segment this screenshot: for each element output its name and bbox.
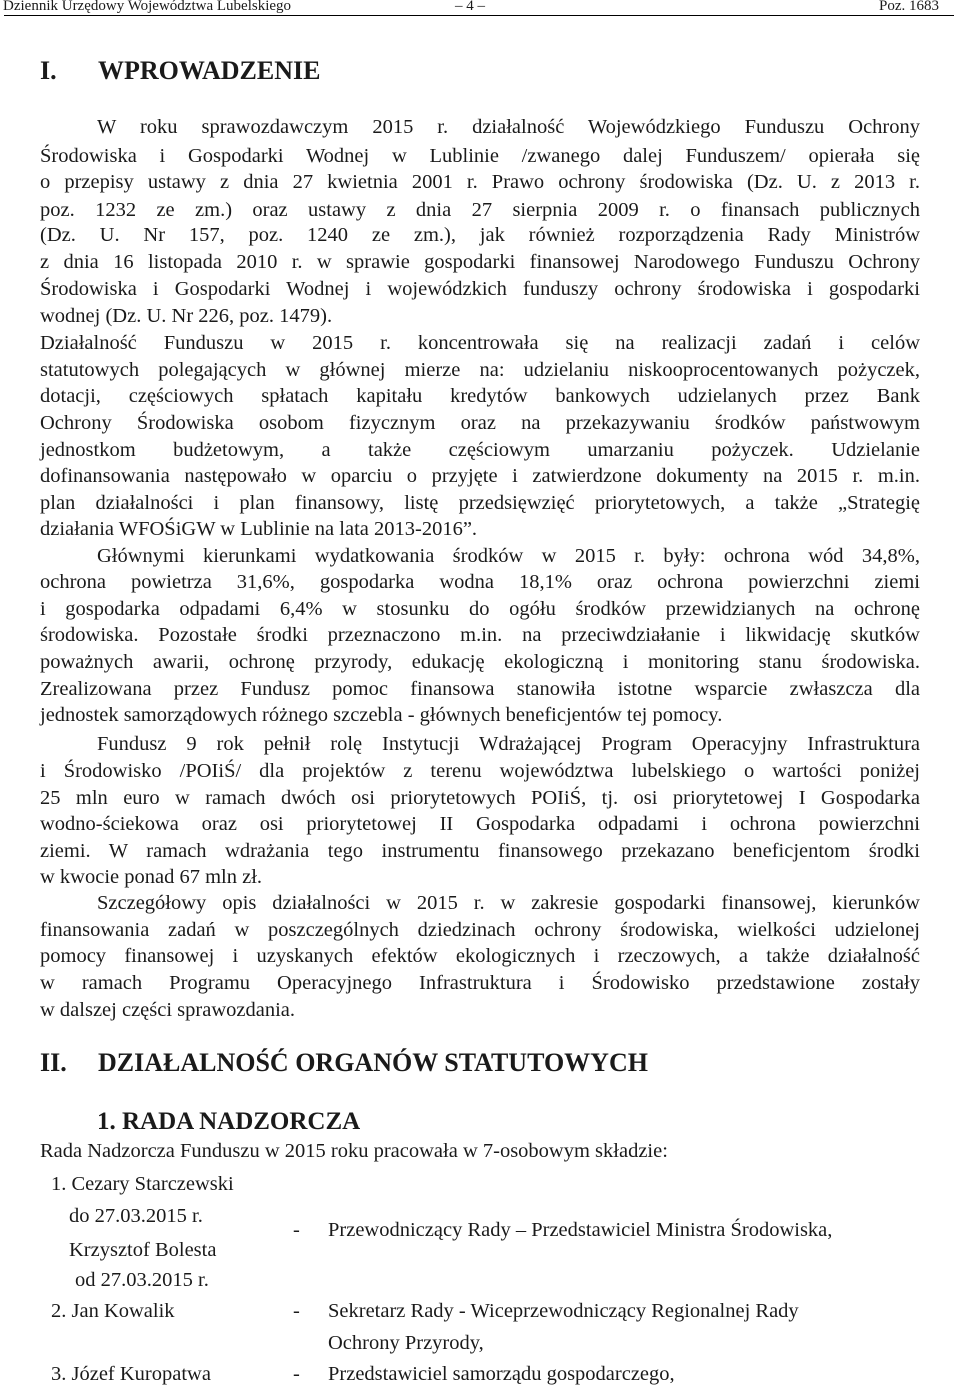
text-line: i gospodarka odpadami 6,4% w stosunku do ogółu środków przewidzianych na ochronę (40, 598, 920, 620)
subsection-heading: 1. RADA NADZORCZA (97, 1108, 361, 1135)
text-line: finansowania zadań w poszczególnych dziedzinach ochrony środowiska, wielkości udzielonej (40, 919, 920, 941)
text-line: (Dz. U. Nr 157, poz. 1240 ze zm.), jak również rozporządzenia Rady Ministrów (40, 224, 920, 246)
text-line: jednostek samorządowych różnego szczebla - głównych beneficjentów tej pomocy. (40, 704, 723, 726)
board-intro: Rada Nadzorcza Funduszu w 2015 roku pracowała w 7-osobowym składzie: (40, 1140, 668, 1162)
text-line: jednostkom budżetowym, a także częściowym umarzaniu pożyczek. Udzielanie (40, 439, 920, 461)
text-line: statutowych polegających w głównej mierze na: udzielaniu niskooprocentowanych pożyczek, (40, 359, 920, 381)
text-line: ziemi. W ramach wdrażania tego instrumentu finansowego przekazano beneficjentom środki (40, 840, 920, 862)
position-number: Poz. 1683 (879, 0, 939, 14)
text-line: poz. 1232 ze zm.) oraz ustawy z dnia 27 sierpnia 2009 r. o finansach publicznych (40, 199, 920, 221)
member-2-name: 2. Jan Kowalik (51, 1300, 175, 1322)
text-line: w dalszej części sprawozdania. (40, 999, 295, 1021)
text-line: 25 mln euro w ramach dwóch osi priorytetowych POIiŚ, tj. osi priorytetowej I Gospodarka (40, 787, 920, 809)
member-1-name: 1. Cezary Starczewski (51, 1173, 234, 1195)
text-line: ochrona powietrza 31,6%, gospodarka wodna 18,1% oraz ochrona powierzchni ziemi (40, 571, 920, 593)
section-1-number: I. (40, 56, 57, 85)
text-line: w kwocie ponad 67 mln zł. (40, 866, 263, 888)
journal-title: Dziennik Urzędowy Województwa Lubelskiego (3, 0, 292, 14)
text-line: Środowiska i Gospodarki Wodnej w Lublinie /zwanego dalej Funduszem/ opierała się (40, 145, 920, 167)
member-3-dash: - (293, 1363, 300, 1385)
member-2-role-cont: Ochrony Przyrody, (328, 1332, 484, 1354)
text-line: Środowiska i Gospodarki Wodnej i wojewódzkich funduszy ochrony środowiska i gospodarki (40, 278, 920, 300)
member-2-role: Sekretarz Rady - Wiceprzewodniczący Regionalnej Rady (328, 1300, 799, 1322)
member-1-role: Przewodniczący Rady – Przedstawiciel Ministra Środowiska, (328, 1219, 833, 1241)
text-line: środowiska. Pozostałe środki przeznaczono m.in. na przeciwdziałanie i likwidację skutków (40, 624, 920, 646)
section-1-heading (40, 56, 320, 86)
member-2-dash: - (293, 1300, 300, 1322)
text-line: Zrealizowana przez Fundusz pomoc finansowa stanowiła istotne wsparcie zwłaszcza dla (40, 678, 920, 700)
text-line: poważnych awarii, ochronę przyrody, edukację ekologiczną i monitoring stanu środowiska. (40, 651, 920, 673)
text-line: Głównymi kierunkami wydatkowania środków w 2015 r. były: ochrona wód 34,8%, (97, 545, 920, 567)
text-line: Ochrony Środowiska osobom fizycznym oraz na przekazywaniu środków państwowym (40, 412, 920, 434)
member-1-dash: - (293, 1219, 300, 1241)
section-2-heading (40, 1048, 648, 1078)
text-line: Fundusz 9 rok pełnił rolę Instytucji Wdrażającej Program Operacyjny Infrastruktura (97, 733, 920, 755)
member-3-name: 3. Józef Kuropatwa (51, 1363, 211, 1385)
member-1-until: do 27.03.2015 r. (69, 1205, 203, 1227)
text-line: dofinansowania następowało w oparciu o przyjęte i zatwierdzone dokumenty na 2015 r. m.in. (40, 465, 920, 487)
text-line: z dnia 16 listopada 2010 r. w sprawie gospodarki finansowej Narodowego Funduszu Ochrony (40, 251, 920, 273)
section-2-title: DZIAŁALNOŚĆ ORGANÓW STATUTOWYCH (98, 1048, 648, 1077)
text-line: Działalność Funduszu w 2015 r. koncentrowała się na realizacji zadań i celów (40, 332, 920, 354)
text-line: działania WFOŚiGW w Lublinie na lata 2013-2016”. (40, 518, 478, 540)
text-line: plan działalności i plan finansowy, listę przedsięwzięć priorytetowych, a także „Strategię (40, 492, 920, 514)
member-3-role: Przedstawiciel samorządu gospodarczego, (328, 1363, 675, 1385)
member-1-from: od 27.03.2015 r. (75, 1269, 209, 1291)
page-header (0, 0, 960, 14)
text-line: wodno-ściekowa oraz osi priorytetowej II Gospodarka odpadami i ochrona powierzchni (40, 813, 920, 835)
header-rule (4, 15, 954, 16)
member-1-name-2: Krzysztof Bolesta (69, 1239, 217, 1261)
text-line: wodnej (Dz. U. Nr 226, poz. 1479). (40, 305, 333, 327)
text-line: o przepisy ustawy z dnia 27 kwietnia 2001 r. Prawo ochrony środowiska (Dz. U. z 2013 r. (40, 171, 920, 193)
text-line: W roku sprawozdawczym 2015 r. działalność Wojewódzkiego Funduszu Ochrony (97, 116, 920, 138)
text-line: w ramach Programu Operacyjnego Infrastruktura i Środowisko przedstawione zostały (40, 972, 920, 994)
page-number: – 4 – (455, 0, 485, 14)
section-2-number: II. (40, 1048, 67, 1077)
text-line: i Środowisko /POIiŚ/ dla projektów z terenu województwa lubelskiego o wartości poniżej (40, 760, 920, 782)
text-line: pomocy finansowej i uzyskanych efektów ekologicznych i rzeczowych, a także działalność (40, 945, 920, 967)
text-line: dotacji, częściowych spłatach kapitału kredytów bankowych udzielanych przez Bank (40, 385, 920, 407)
section-1-title: WPROWADZENIE (98, 56, 321, 85)
text-line: Szczegółowy opis działalności w 2015 r. w zakresie gospodarki finansowej, kierunków (97, 892, 920, 914)
